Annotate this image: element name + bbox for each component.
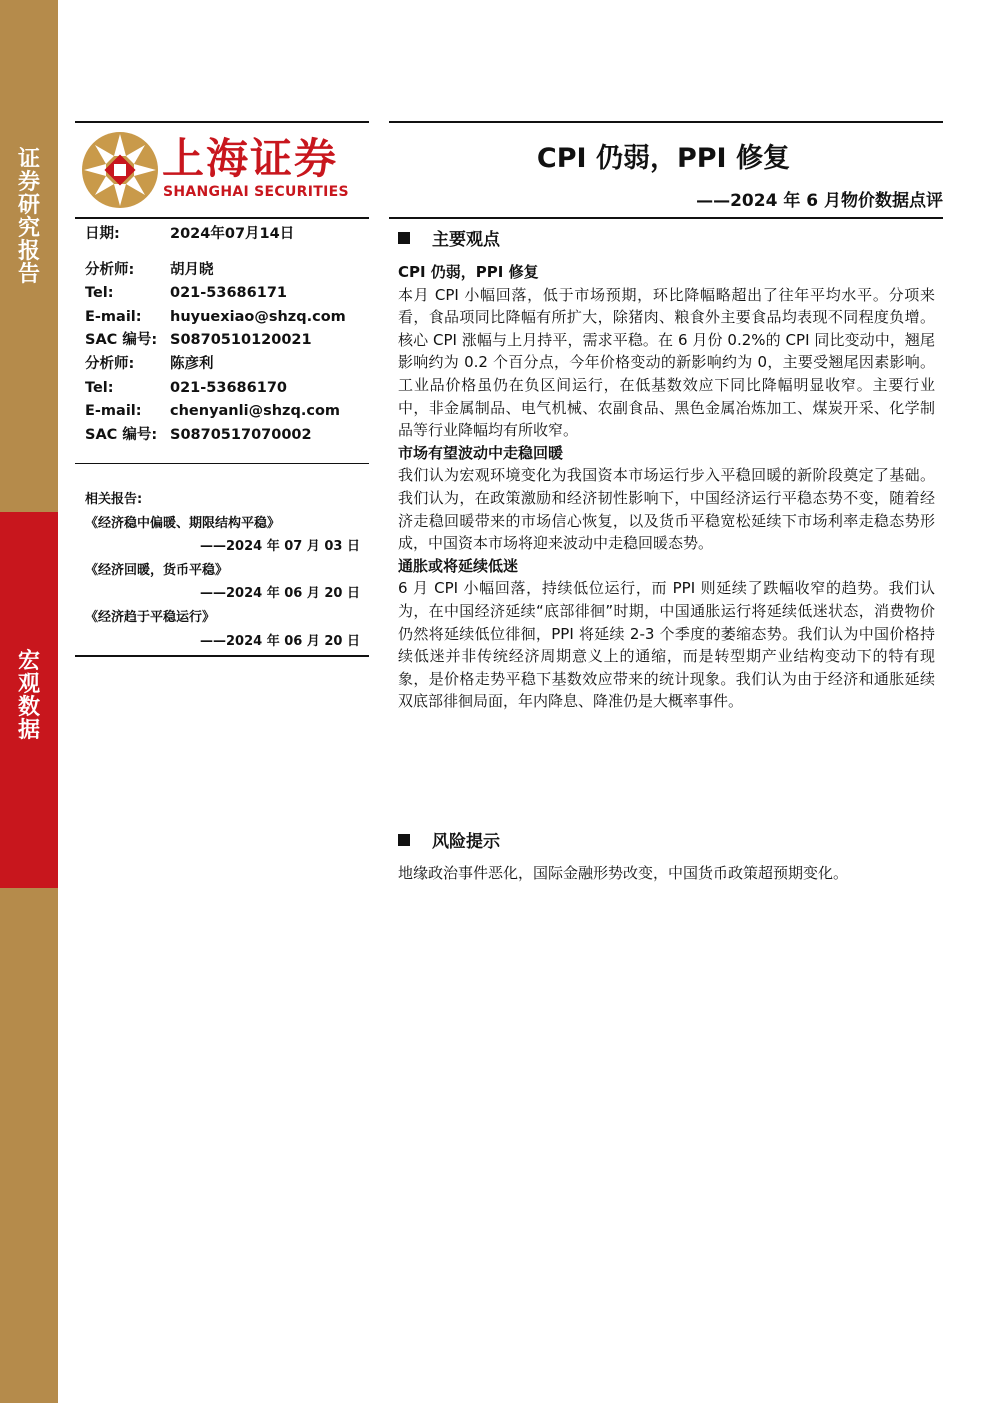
sidebar-top-char: 究 <box>17 216 40 241</box>
info-rule-bottom <box>75 463 369 464</box>
info-row <box>85 353 346 377</box>
related-report-date: ——2024 年 06 月 20 日 <box>200 633 360 649</box>
brand-name-en: SHANGHAI SECURITIES <box>163 184 349 200</box>
sidebar-top-char: 告 <box>17 262 40 287</box>
info-row <box>85 247 346 259</box>
info-label: 分析师: <box>85 355 135 372</box>
related-reports <box>85 488 360 653</box>
sidebar-top-char: 报 <box>17 239 40 264</box>
info-row <box>85 377 346 401</box>
sidebar-report-type <box>0 148 58 286</box>
sidebar-top-char: 证 <box>17 147 40 172</box>
main-view-body <box>398 261 935 713</box>
info-label: E-mail: <box>85 403 142 420</box>
info-row <box>85 400 346 424</box>
shanghai-securities-logo-icon <box>80 130 160 210</box>
header-rule-right <box>389 121 943 123</box>
related-report-title: 《经济稳中偏暖、期限结构平稳》 <box>85 515 281 531</box>
info-value: S0870517070002 <box>170 426 312 443</box>
info-value: huyuexiao@shzq.com <box>170 308 346 325</box>
info-row <box>85 329 346 353</box>
info-value: 021-53686171 <box>170 285 287 302</box>
info-row <box>85 282 346 306</box>
brand-name-cn: 上海证券 <box>162 134 339 183</box>
info-label: SAC 编号: <box>85 332 158 349</box>
info-label <box>85 247 170 259</box>
info-label: 分析师: <box>85 261 135 278</box>
subsection-heading: 通胀或将延续低迷 <box>398 556 519 575</box>
sidebar-mid-char: 数 <box>17 695 40 720</box>
info-row <box>85 223 346 247</box>
sidebar-top-char: 券 <box>17 170 40 195</box>
risk-heading <box>398 827 500 852</box>
info-row <box>85 424 346 448</box>
content-rule-top <box>389 217 943 219</box>
related-rule-bottom <box>75 655 369 657</box>
main-view-heading <box>398 225 500 250</box>
sidebar-top-char: 研 <box>17 193 40 218</box>
info-value: 2024年07月14日 <box>170 226 295 242</box>
subsection-paragraph: 本月 CPI 小幅回落，低于市场预期，环比降幅略超出了往年平均水平。分项来看，食品项同比降幅有所扩大，除猪肉、粮食外主要食品均表现不同程度负增。核心 CPI 涨幅与上月持平，需求平稳。在 6 月份 0.2%的 CPI 同比变动中，翘尾影响约为 0.2 个百分点，今年价格变动的新影响约为 0，主要受翘尾因素影响。工业品价格虽仍在负区间运行，在低基数效应下同比降幅明显收窄。主要行业中，非金属制品、电气机械、农副食品、黑色金属冶炼加工、煤炭开采、化学制品等行业降幅均有所收窄。 <box>398 285 935 440</box>
info-label: 日期: <box>85 226 120 242</box>
report-title: CPI 仍弱，PPI 修复 <box>536 143 790 174</box>
report-subtitle: ——2024 年 6 月物价数据点评 <box>696 191 943 211</box>
sidebar-mid-char: 宏 <box>17 649 40 674</box>
info-value: 021-53686170 <box>170 379 287 396</box>
square-bullet-icon <box>398 232 410 244</box>
sidebar-mid-char: 据 <box>17 718 40 743</box>
related-report-date: ——2024 年 06 月 20 日 <box>200 586 360 602</box>
subsection-paragraph: 我们认为宏观环境变化为我国资本市场运行步入平稳回暖的新阶段奠定了基础。我们认为，在政策激励和经济韧性影响下，中国经济运行平稳态势不变，随着经济走稳回暖带来的市场信心恢复，以及货币平稳宽松延续下市场利率走稳态势形成，中国资本市场将迎来波动中走稳回暖态势。 <box>398 466 935 553</box>
square-bullet-icon <box>398 834 410 846</box>
subsection-paragraph: 6 月 CPI 小幅回落，持续低位运行，而 PPI 则延续了跌幅收窄的趋势。我们认为，在中国经济延续“底部徘徊”时期，中国通胀运行将延续低迷状态，消费物价仍然将延续低位徘徊，PPI 将延续 2-3 个季度的萎缩态势。我们认为中国价格持续低迷并非传统经济周期意义上的通缩，而是转型期产业结构变动下的特有现象，是价格走势平稳下基数效应带来的统计现象。我们认为由于经济和通胀延续双底部徘徊局面，年内降息、降准仍是大概率事件。 <box>398 579 935 711</box>
info-label: Tel: <box>85 379 114 396</box>
related-heading: 相关报告: <box>85 492 143 507</box>
sidebar-category <box>0 650 58 742</box>
subsection-heading: CPI 仍弱，PPI 修复 <box>398 263 539 281</box>
info-rule-top <box>75 217 369 219</box>
info-value: S0870510120021 <box>170 332 312 349</box>
main-view-heading-text: 主要观点 <box>432 230 500 250</box>
info-label: SAC 编号: <box>85 426 158 443</box>
info-row <box>85 306 346 330</box>
info-label: Tel: <box>85 285 114 302</box>
analyst-info <box>85 223 346 447</box>
info-label: E-mail: <box>85 308 142 325</box>
risk-text: 地缘政治事件恶化，国际金融形势改变，中国货币政策超预期变化。 <box>398 864 849 882</box>
related-report-title: 《经济回暖，货币平稳》 <box>85 562 229 578</box>
risk-heading-text: 风险提示 <box>432 832 500 852</box>
subsection-heading: 市场有望波动中走稳回暖 <box>398 443 564 462</box>
info-value: chenyanli@shzq.com <box>170 403 341 420</box>
info-value: 胡月晓 <box>170 261 214 278</box>
info-row <box>85 259 346 283</box>
sidebar-mid-char: 观 <box>17 672 40 697</box>
related-report-date: ——2024 年 07 月 03 日 <box>200 539 360 555</box>
header-rule-left <box>75 121 369 123</box>
info-value: 陈彦利 <box>170 355 214 372</box>
related-report-title: 《经济趋于平稳运行》 <box>85 609 216 625</box>
